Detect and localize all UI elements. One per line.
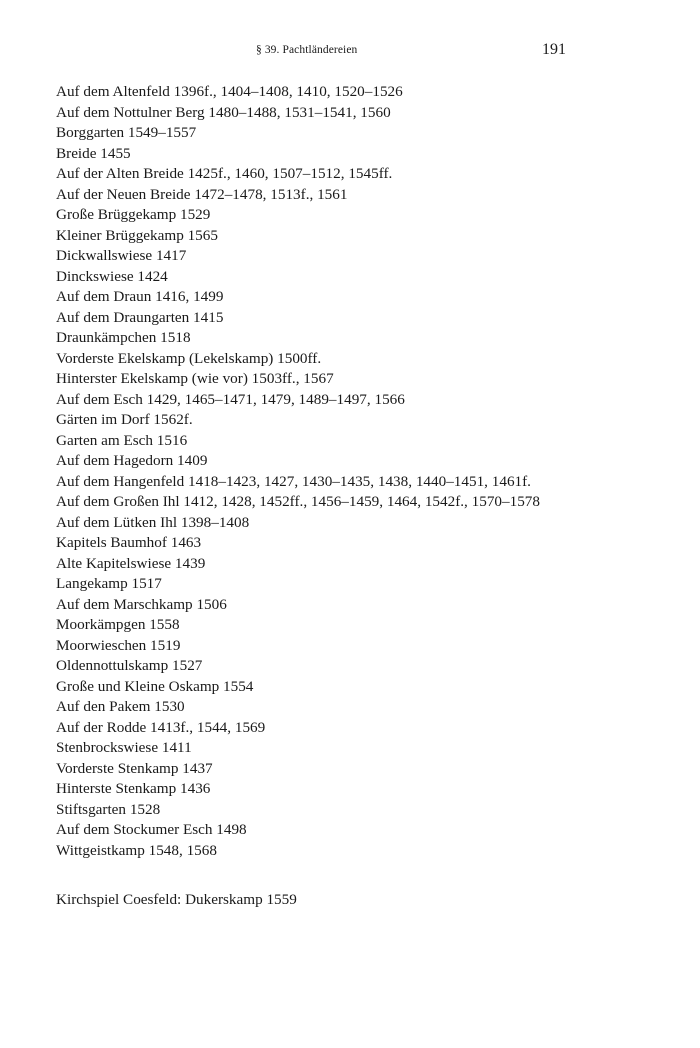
list-item: Wittgeistkamp 1548, 1568: [56, 841, 217, 859]
parish-entry: Kirchspiel Coesfeld: Dukerskamp 1559: [56, 891, 297, 908]
list-item: Auf dem Lütken Ihl 1398–1408: [56, 513, 250, 531]
list-item: Auf dem Großen Ihl 1412, 1428, 1452ff., 1456–1459, 1464, 1542f., 1570–1578: [56, 493, 540, 510]
list-item: Moorwieschen 1519: [56, 636, 181, 654]
list-item: Auf dem Draungarten 1415: [56, 308, 224, 326]
list-item: Auf dem Esch 1429, 1465–1471, 1479, 1489–1497, 1566: [56, 390, 405, 408]
list-item: Hinterste Stenkamp 1436: [56, 780, 211, 797]
list-item: Auf der Rodde 1413f., 1544, 1569: [56, 718, 266, 736]
list-item: Auf dem Altenfeld 1396f., 1404–1408, 1410, 1520–1526: [56, 83, 403, 100]
list-item: Vorderste Ekelskamp (Lekelskamp) 1500ff.: [56, 349, 322, 367]
list-item: Auf dem Nottulner Berg 1480–1488, 1531–1541, 1560: [56, 103, 391, 121]
list-item: Auf dem Hangenfeld 1418–1423, 1427, 1430–1435, 1438, 1440–1451, 1461f.: [56, 472, 531, 490]
list-item: Vorderste Stenkamp 1437: [56, 759, 213, 777]
list-item: Garten am Esch 1516: [56, 431, 188, 449]
field-name-list: [56, 82, 570, 861]
list-item: Auf der Neuen Breide 1472–1478, 1513f., 1561: [56, 185, 348, 203]
list-item: Auf der Alten Breide 1425f., 1460, 1507–1512, 1545ff.: [56, 165, 393, 182]
list-item: Moorkämpgen 1558: [56, 616, 180, 633]
list-item: Gärten im Dorf 1562f.: [56, 411, 193, 428]
list-item: Stiftsgarten 1528: [56, 800, 161, 818]
list-item: Kapitels Baumhof 1463: [56, 534, 202, 551]
list-item: Hinterster Ekelskamp (wie vor) 1503ff., 1567: [56, 370, 334, 387]
list-item: Alte Kapitelswiese 1439: [56, 554, 206, 572]
list-item: Oldennottulskamp 1527: [56, 657, 203, 674]
list-item: Auf den Pakem 1530: [56, 698, 185, 715]
running-head: § 39. Pachtländereien: [256, 44, 358, 56]
list-item: Auf dem Draun 1416, 1499: [56, 288, 224, 305]
list-item: Auf dem Stockumer Esch 1498: [56, 821, 247, 838]
list-item: Stenbrockswiese 1411: [56, 739, 192, 756]
list-item: Langekamp 1517: [56, 575, 162, 592]
list-item: Auf dem Marschkamp 1506: [56, 595, 227, 613]
list-item: Auf dem Hagedorn 1409: [56, 452, 208, 469]
list-item: Große und Kleine Oskamp 1554: [56, 677, 254, 695]
list-item: Draunkämpchen 1518: [56, 329, 191, 346]
list-item: Kleiner Brüggekamp 1565: [56, 226, 218, 244]
list-item: Breide 1455: [56, 144, 131, 162]
list-item: Dickwallswiese 1417: [56, 247, 187, 264]
list-item: Borggarten 1549–1557: [56, 124, 197, 141]
list-item: Dinckswiese 1424: [56, 267, 168, 285]
list-item: Große Brüggekamp 1529: [56, 206, 211, 223]
page-number: 191: [542, 41, 566, 58]
